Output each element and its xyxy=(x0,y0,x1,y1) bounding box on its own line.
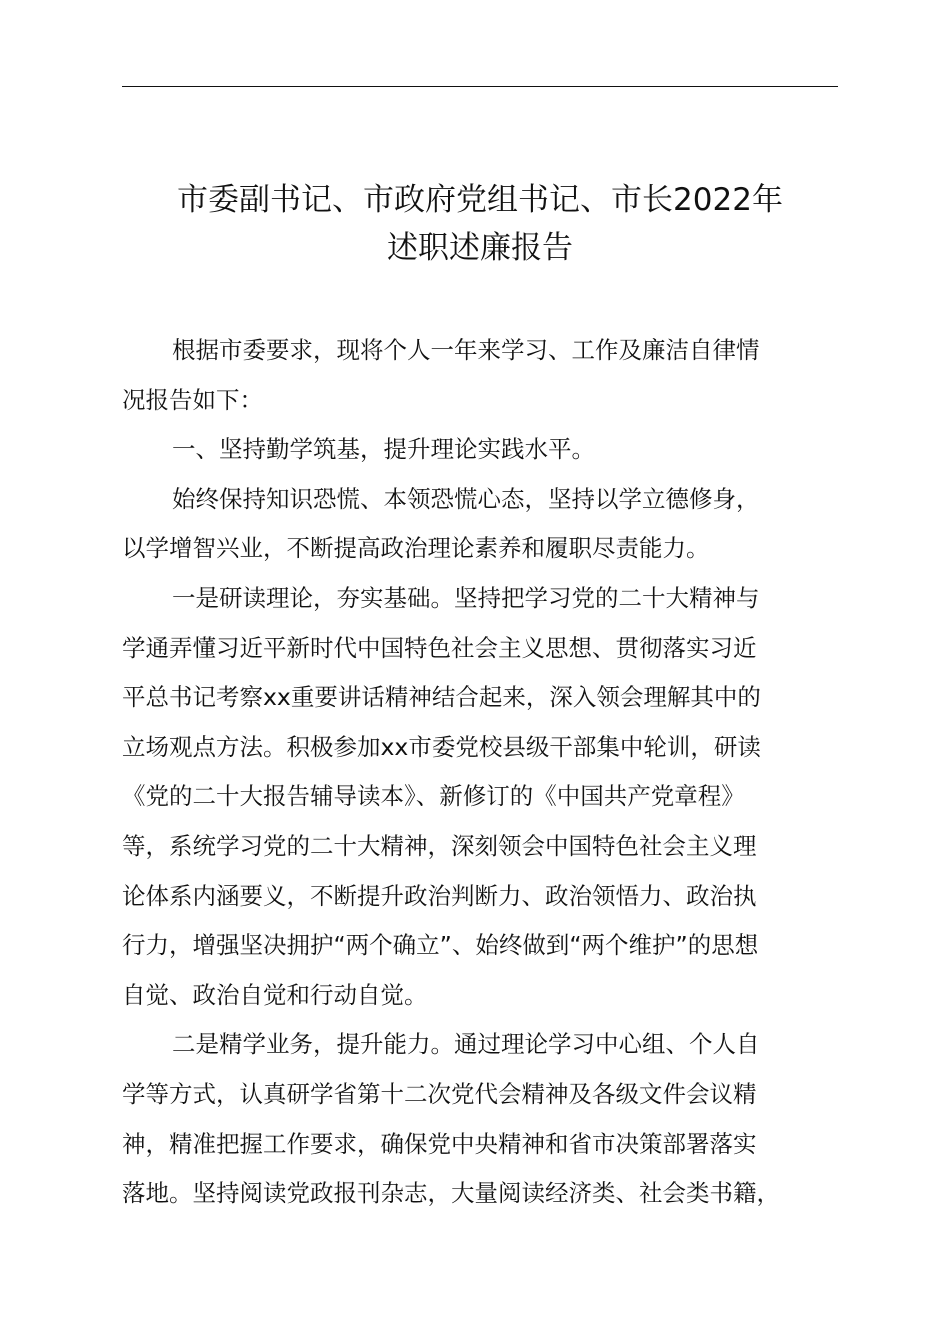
body-line: 平总书记考察xx重要讲话精神结合起来，深入领会理解其中的 xyxy=(122,683,761,712)
report-body xyxy=(122,326,838,1219)
body-line: 立场观点方法。积极参加xx市委党校县级干部集中轮训，研读 xyxy=(122,732,761,761)
body-line: 二是精学业务，提升能力。通过理论学习中心组、个人自 xyxy=(172,1030,760,1059)
body-line: 根据市委要求，现将个人一年来学习、工作及廉洁自律情 xyxy=(172,336,760,364)
body-line: 论体系内涵要义，不断提升政治判断力、政治领悟力、政治执 xyxy=(122,881,757,910)
header-rule xyxy=(122,86,838,87)
body-line: 一、坚持勤学筑基，提升理论实践水平。 xyxy=(172,435,595,464)
body-line: 学通弄懂习近平新时代中国特色社会主义思想、贯彻落实习近 xyxy=(122,633,757,662)
body-line: 落地。坚持阅读党政报刊杂志，大量阅读经济类、社会类书籍， xyxy=(122,1179,780,1208)
report-title xyxy=(110,176,850,272)
body-line: 一是研读理论，夯实基础。坚持把学习党的二十大精神与 xyxy=(172,583,760,612)
body-line: 等，系统学习党的二十大精神，深刻领会中国特色社会主义理 xyxy=(122,831,757,860)
title-line-1: 市委副书记、市政府党组书记、市长2022年 xyxy=(177,182,783,218)
body-line: 始终保持知识恐慌、本领恐慌心态，坚持以学立德修身， xyxy=(172,484,760,513)
body-line: 学等方式，认真研学省第十二次党代会精神及各级文件会议精 xyxy=(122,1079,757,1108)
body-line: 以学增智兴业，不断提高政治理论素养和履职尽责能力。 xyxy=(122,534,710,563)
body-line: 行力，增强坚决拥护“两个确立”、始终做到“两个维护”的思想 xyxy=(122,931,759,960)
body-line: 神，精准把握工作要求，确保党中央精神和省市决策部署落实 xyxy=(122,1129,757,1158)
body-line: 《党的二十大报告辅导读本》、新修订的《中国共产党章程》 xyxy=(122,782,745,811)
title-line-2: 述职述廉报告 xyxy=(387,230,573,266)
body-line: 况报告如下： xyxy=(122,385,263,414)
body-line: 自觉、政治自觉和行动自觉。 xyxy=(122,980,428,1009)
